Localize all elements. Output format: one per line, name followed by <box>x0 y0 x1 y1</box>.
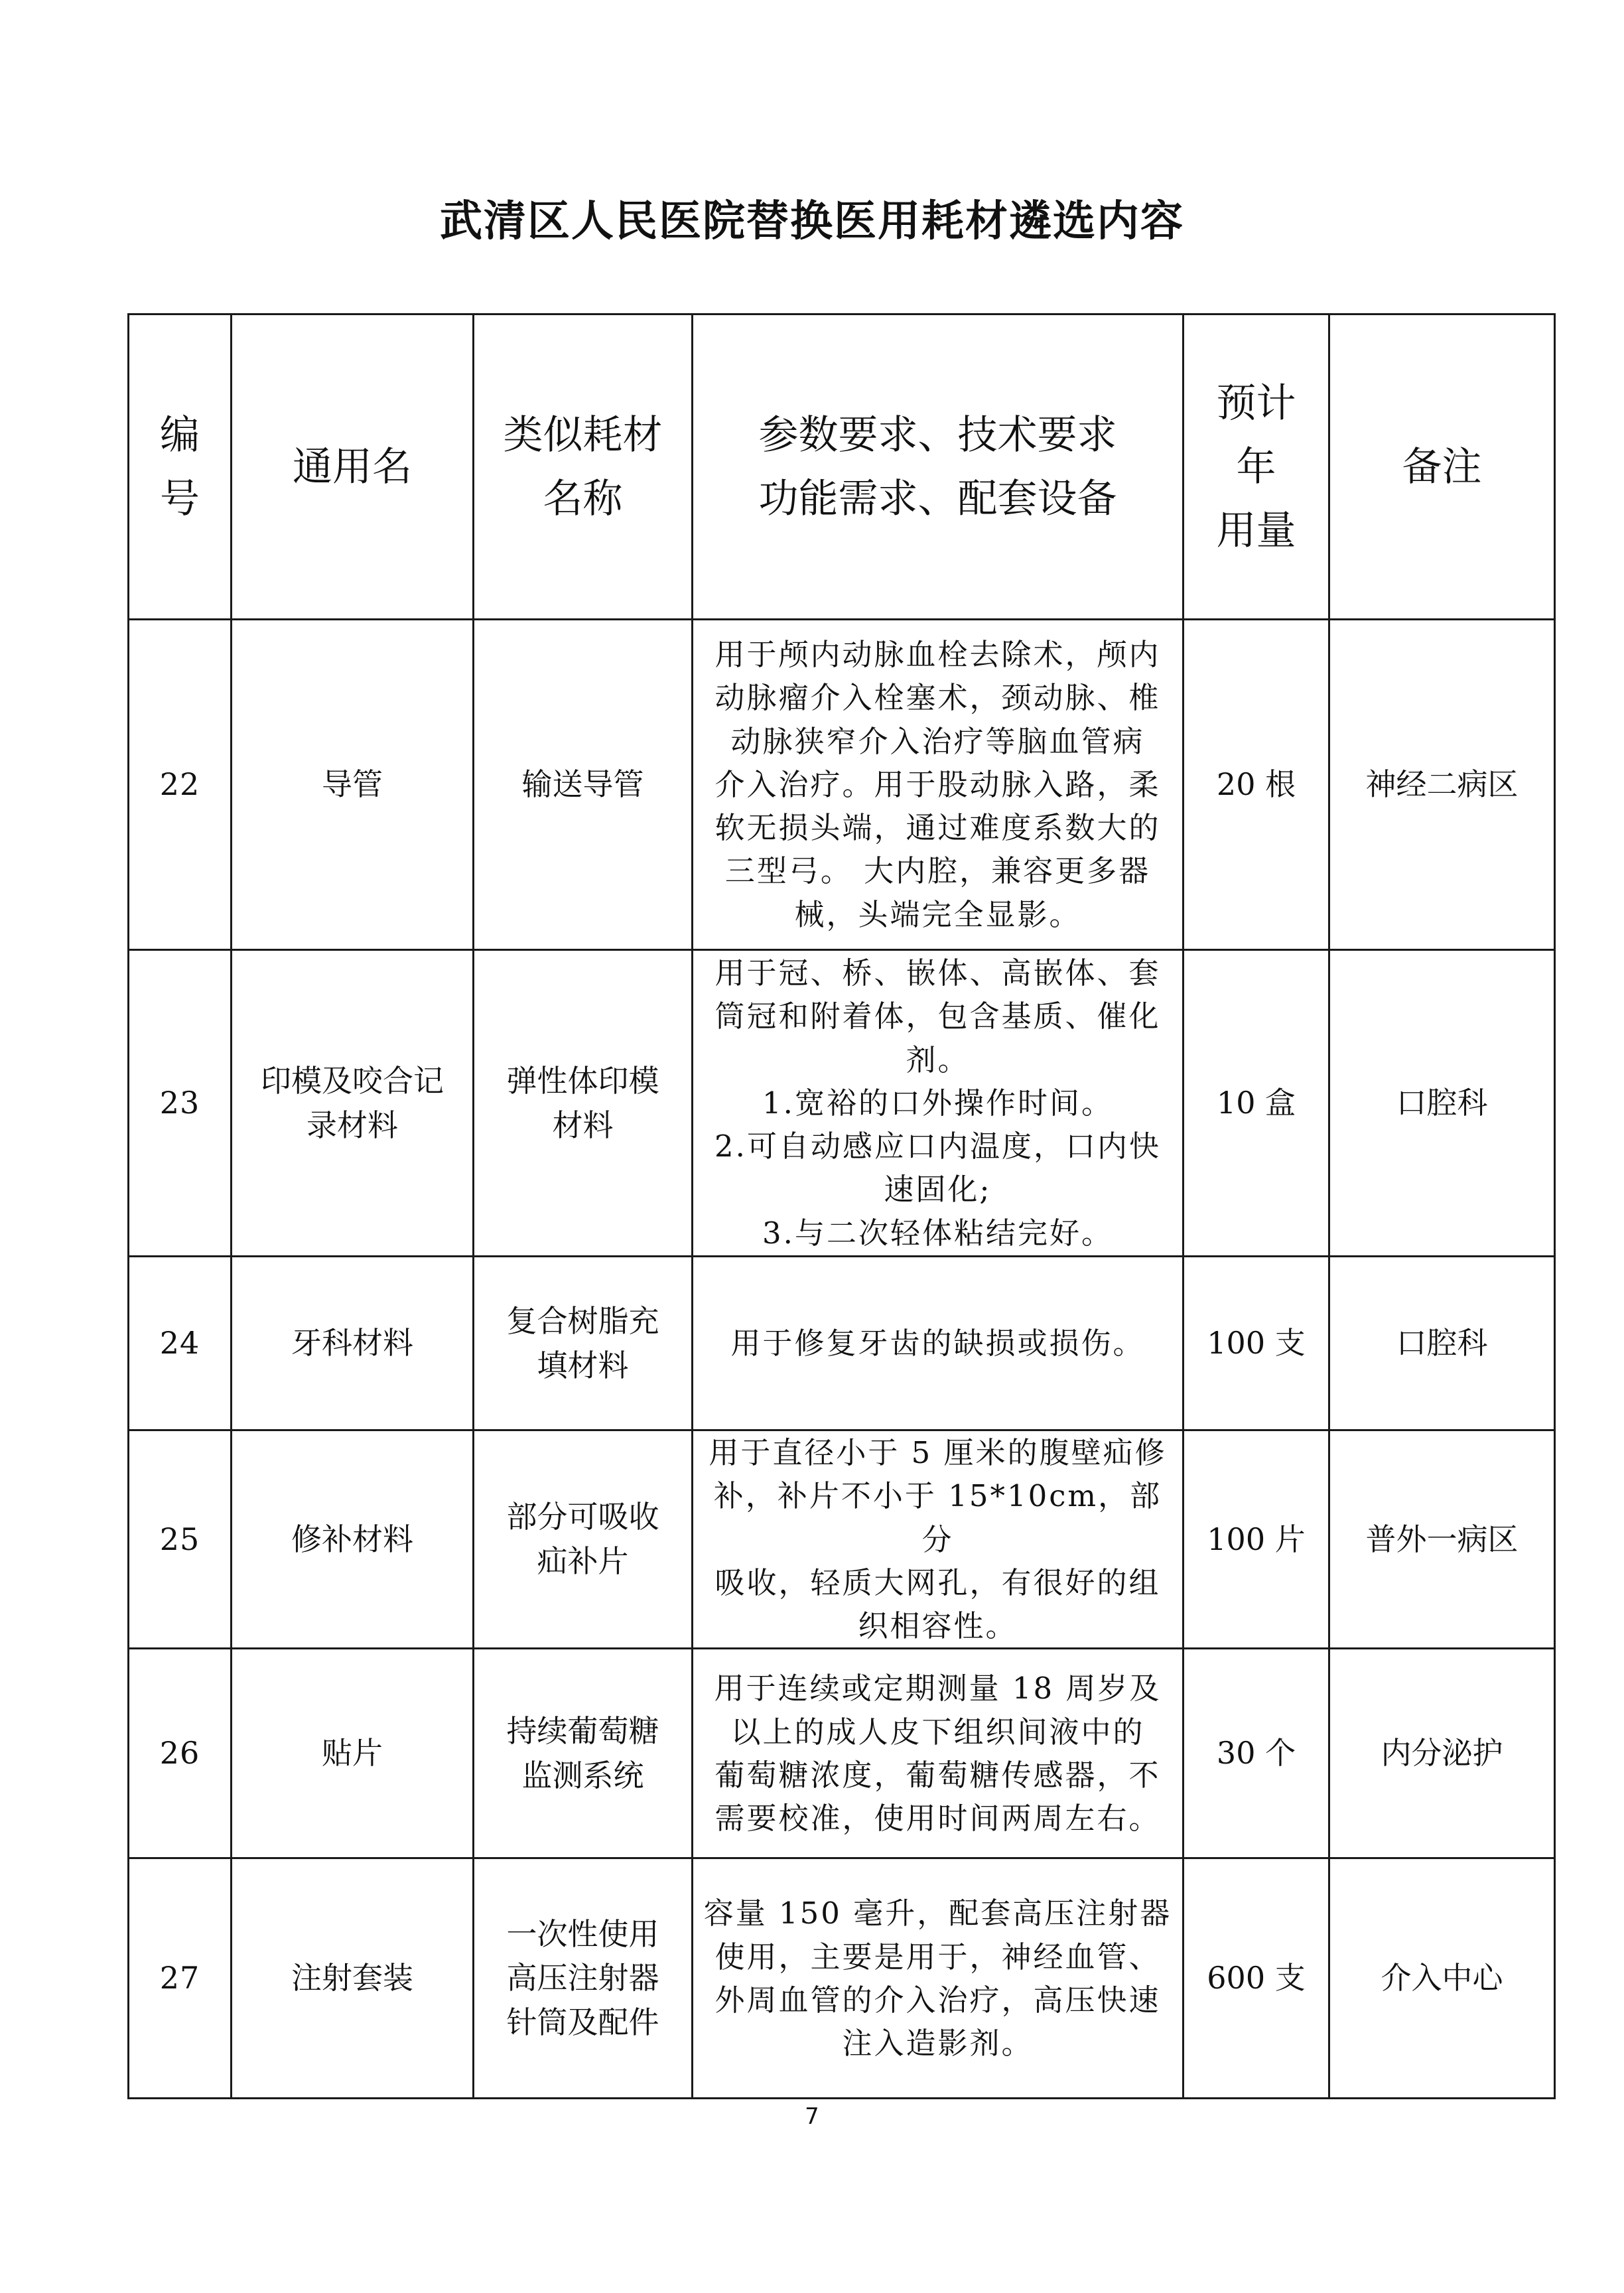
header-number: 编 号 <box>129 314 232 620</box>
cell-similar-name <box>474 1257 693 1430</box>
cell-similar-name <box>474 1649 693 1858</box>
cell-number: 24 <box>129 1257 232 1430</box>
cell-params-line: 容量 150 毫升，配套高压注射器 <box>703 1896 1172 1931</box>
cell-params-line: 软无损头端，通过难度系数大的 <box>714 810 1161 846</box>
table-row <box>129 1430 1555 1649</box>
cell-number: 25 <box>129 1430 232 1649</box>
cell-params-line: 用于冠、桥、嵌体、高嵌体、套 <box>714 955 1161 991</box>
cell-common-name-line: 修补材料 <box>291 1521 413 1557</box>
cell-params-line: 用于直径小于 5 厘米的腹壁疝修 <box>709 1435 1167 1470</box>
cell-annual-qty: 30 个 <box>1184 1649 1329 1858</box>
cell-params-line: 三型弓。 大内腔，兼容更多器 <box>724 853 1151 889</box>
cell-params <box>693 1858 1184 2099</box>
cell-params <box>693 1257 1184 1430</box>
cell-similar-name <box>474 950 693 1257</box>
cell-params-line: 需要校准，使用时间两周左右。 <box>714 1801 1161 1836</box>
cell-remarks: 普外一病区 <box>1329 1430 1555 1649</box>
cell-similar-name-line: 持续葡萄糖 <box>506 1713 659 1750</box>
cell-similar-name-line: 弹性体印模 <box>506 1062 659 1099</box>
cell-params-line: 用于修复牙齿的缺损或损伤。 <box>730 1325 1145 1361</box>
cell-common-name-line: 贴片 <box>322 1735 383 1772</box>
cell-params-line: 械，头端完全显影。 <box>794 896 1081 932</box>
cell-annual-qty: 100 片 <box>1184 1430 1329 1649</box>
cell-params-line: 2.可自动感应口内温度，口内快 <box>714 1129 1161 1164</box>
cell-number: 23 <box>129 950 232 1257</box>
cell-params <box>693 1430 1184 1649</box>
cell-similar-name-line: 一次性使用 <box>506 1915 659 1952</box>
header-remarks: 备注 <box>1329 314 1555 620</box>
cell-number: 22 <box>129 620 232 950</box>
header-common-name: 通用名 <box>232 314 474 620</box>
table-body <box>129 620 1555 2099</box>
cell-common-name <box>232 1257 474 1430</box>
cell-params-line: 吸收，轻质大网孔，有很好的组 <box>714 1564 1161 1600</box>
consumables-table <box>127 313 1556 2099</box>
cell-common-name <box>232 620 474 950</box>
cell-common-name-line: 注射套装 <box>291 1960 413 1996</box>
page-title: 武清区人民医院替换医用耗材遴选内容 <box>440 197 1184 246</box>
cell-params-line: 用于连续或定期测量 18 周岁及 <box>714 1671 1162 1706</box>
header-similar-name: 类似耗材 名称 <box>474 314 693 620</box>
cell-params-line: 动脉瘤介入栓塞术，颈动脉、椎 <box>714 680 1161 716</box>
cell-params <box>693 950 1184 1257</box>
table-row <box>129 620 1555 950</box>
cell-remarks: 神经二病区 <box>1329 620 1555 950</box>
cell-params-line: 织相容性。 <box>858 1608 1018 1643</box>
page-number: 7 <box>805 2103 819 2130</box>
cell-params-line: 速固化; <box>884 1172 992 1208</box>
cell-number: 27 <box>129 1858 232 2099</box>
cell-common-name-line: 印模及咬合记 <box>261 1062 444 1099</box>
cell-similar-name <box>474 1430 693 1649</box>
cell-remarks: 口腔科 <box>1329 950 1555 1257</box>
cell-params-line: 以上的成人皮下组织间液中的 <box>730 1714 1145 1750</box>
cell-params-line: 用于颅内动脉血栓去除术，颅内 <box>714 637 1161 673</box>
cell-similar-name-line: 材料 <box>552 1107 614 1143</box>
cell-similar-name-line: 填材料 <box>537 1347 629 1383</box>
table-header-row <box>129 314 1555 620</box>
cell-params <box>693 1649 1184 1858</box>
table-row <box>129 1858 1555 2099</box>
cell-params-line: 介入治疗。用于股动脉入路，柔 <box>714 766 1161 802</box>
cell-similar-name-line: 复合树脂充 <box>506 1302 659 1339</box>
cell-common-name <box>232 1649 474 1858</box>
table-row <box>129 950 1555 1257</box>
table-row <box>129 1649 1555 1858</box>
cell-params-line: 筒冠和附着体，包含基质、催化 <box>714 999 1161 1034</box>
cell-params-line: 葡萄糖浓度，葡萄糖传感器，不 <box>714 1757 1161 1793</box>
cell-similar-name <box>474 620 693 950</box>
cell-remarks: 口腔科 <box>1329 1257 1555 1430</box>
cell-params-line: 3.与二次轻体粘结完好。 <box>762 1215 1113 1251</box>
cell-params-line: 动脉狭窄介入治疗等脑血管病 <box>730 723 1145 759</box>
table-row <box>129 1257 1555 1430</box>
header-params: 参数要求、技术要求 功能需求、配套设备 <box>693 314 1184 620</box>
cell-params-line: 补，补片不小于 15*10cm，部分 <box>713 1478 1162 1557</box>
cell-similar-name-line: 部分可吸收 <box>506 1499 659 1535</box>
cell-annual-qty: 100 支 <box>1184 1257 1329 1430</box>
cell-annual-qty: 20 根 <box>1184 620 1329 950</box>
cell-common-name <box>232 1858 474 2099</box>
cell-common-name <box>232 950 474 1257</box>
header-annual-qty: 预计 年 用量 <box>1184 314 1329 620</box>
cell-params-line: 注入造影剂。 <box>842 2026 1034 2061</box>
cell-params-line: 使用，主要是用于，神经血管、 <box>714 1939 1161 1975</box>
cell-common-name-line: 录材料 <box>306 1107 398 1143</box>
cell-common-name-line: 牙科材料 <box>291 1325 413 1361</box>
cell-common-name <box>232 1430 474 1649</box>
cell-remarks: 内分泌护 <box>1329 1649 1555 1858</box>
cell-remarks: 介入中心 <box>1329 1858 1555 2099</box>
cell-similar-name-line: 输送导管 <box>521 766 644 803</box>
cell-params-line: 1.宽裕的口外操作时间。 <box>762 1085 1113 1121</box>
cell-params <box>693 620 1184 950</box>
cell-params-line: 剂。 <box>906 1042 970 1077</box>
cell-similar-name-line: 疝补片 <box>537 1543 629 1580</box>
cell-annual-qty: 600 支 <box>1184 1858 1329 2099</box>
cell-similar-name <box>474 1858 693 2099</box>
cell-similar-name-line: 监测系统 <box>521 1757 644 1793</box>
cell-number: 26 <box>129 1649 232 1858</box>
cell-common-name-line: 导管 <box>322 766 383 803</box>
cell-annual-qty: 10 盒 <box>1184 950 1329 1257</box>
cell-params-line: 外周血管的介入治疗，高压快速 <box>714 1982 1161 2018</box>
cell-similar-name-line: 高压注射器 <box>506 1960 659 1996</box>
cell-similar-name-line: 针筒及配件 <box>506 2004 659 2041</box>
